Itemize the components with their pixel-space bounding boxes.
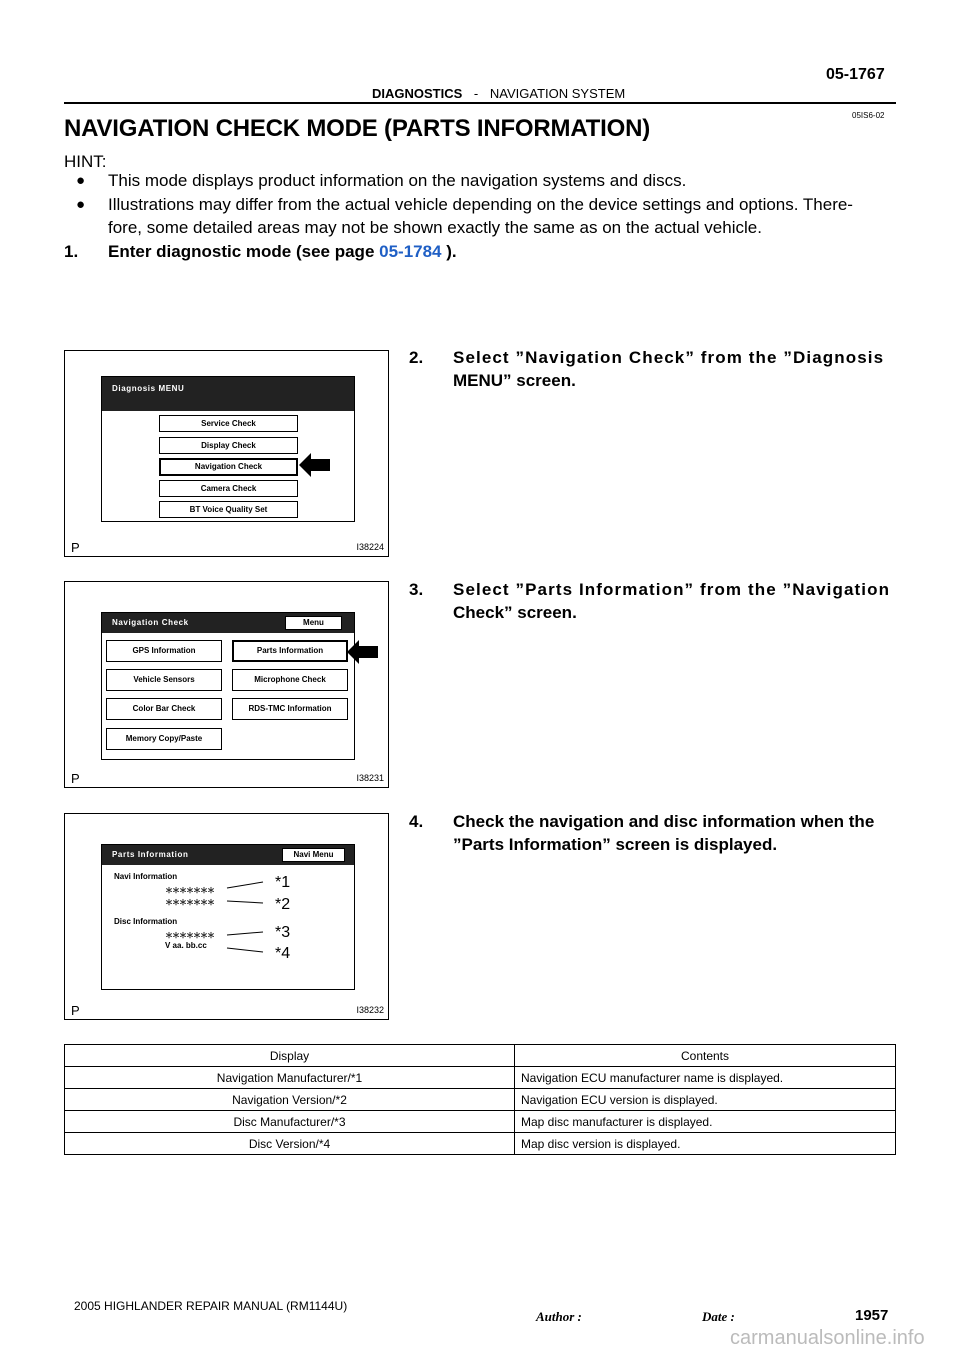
table-row (65, 1111, 896, 1133)
bullet-icon: ● (76, 172, 86, 189)
watermark: carmanualsonline.info (730, 1327, 925, 1349)
figure-p-mark: P (71, 540, 80, 555)
step-2-line1: Select ”Navigation Check” from the ”Diagnosis (453, 348, 885, 367)
disc-version-value: V aa. bb.cc (165, 941, 207, 950)
figure-parts-information (64, 813, 389, 1020)
rds-tmc-information-button[interactable]: RDS-TMC Information (232, 698, 348, 720)
table-cell-contents: Map disc version is displayed. (515, 1133, 896, 1155)
step-1 (64, 241, 457, 263)
hint-label: HINT: (64, 152, 107, 171)
step-2-num: 2. (409, 348, 424, 367)
step-2-line2: MENU” screen. (453, 371, 576, 390)
page-code: 05-1767 (826, 66, 885, 83)
table-cell-contents: Navigation ECU manufacturer name is displayed. (515, 1067, 896, 1089)
step-1-text-b: ). (441, 242, 457, 261)
table-row (65, 1089, 896, 1111)
section-separator: - (473, 86, 479, 101)
table-header-row (65, 1045, 896, 1067)
disc-information-label: Disc Information (114, 917, 178, 926)
screen-title: Diagnosis MENU (102, 377, 354, 411)
figure-navigation-check (64, 581, 389, 788)
figure-diagnosis-menu (64, 350, 389, 557)
bullet-icon: ● (76, 196, 86, 213)
table-cell-display: Navigation Manufacturer/*1 (65, 1067, 515, 1089)
callout-4: *4 (275, 945, 291, 962)
step-1-text (108, 241, 457, 263)
step-3-line1: Select ”Parts Information” from the ”Navigation (453, 580, 891, 599)
figure-p-mark: P (71, 1003, 80, 1018)
date-label: Date : (702, 1309, 735, 1324)
manual-title: 2005 HIGHLANDER REPAIR MANUAL (RM1144U) (74, 1299, 348, 1313)
step-3-num: 3. (409, 580, 424, 599)
subsection-name: NAVIGATION SYSTEM (489, 86, 626, 101)
header-rule (64, 102, 896, 104)
display-check-button[interactable]: Display Check (159, 437, 298, 454)
parts-information-button[interactable]: Parts Information (232, 640, 348, 662)
table-cell-contents: Map disc manufacturer is displayed. (515, 1111, 896, 1133)
menu-button[interactable]: Menu (285, 616, 342, 630)
table-cell-display: Disc Version/*4 (65, 1133, 515, 1155)
service-check-button[interactable]: Service Check (159, 415, 298, 432)
screen-title: Navigation Check (102, 613, 354, 633)
screen-diagnosis-menu (101, 376, 355, 522)
navi-menu-button[interactable]: Navi Menu (282, 848, 345, 862)
memory-copy-paste-button[interactable]: Memory Copy/Paste (106, 728, 222, 750)
callout-1: *1 (275, 874, 291, 891)
table-row (65, 1133, 896, 1155)
navi-version-value: ＊＊＊＊＊＊＊ (165, 898, 214, 907)
table-cell-display: Disc Manufacturer/*3 (65, 1111, 515, 1133)
callout-leader-lines (225, 874, 275, 964)
gps-information-button[interactable]: GPS Information (106, 640, 222, 662)
screen-title: Parts Information (102, 845, 354, 865)
step-1-num: 1. (64, 242, 79, 261)
table-row (65, 1067, 896, 1089)
callout-2: *2 (275, 896, 291, 913)
figure-id: I38231 (356, 773, 384, 783)
table-header-contents: Contents (515, 1045, 896, 1067)
table-cell-contents: Navigation ECU version is displayed. (515, 1089, 896, 1111)
parts-info-table (64, 1044, 896, 1155)
hint-bullet-1: This mode displays product information on the navigation systems and discs. (108, 171, 687, 190)
author-label: Author : (536, 1309, 582, 1324)
page-title: NAVIGATION CHECK MODE (PARTS INFORMATION) (64, 115, 650, 142)
callout-3: *3 (275, 924, 291, 941)
color-bar-check-button[interactable]: Color Bar Check (106, 698, 222, 720)
section-header (372, 86, 625, 101)
page-number: 1957 (855, 1307, 889, 1324)
step-1-text-a: Enter diagnostic mode (see page (108, 242, 380, 261)
table-header-display: Display (65, 1045, 515, 1067)
page-link[interactable]: 05-1784 (379, 242, 442, 261)
figure-id: I38224 (356, 542, 384, 552)
hint-bullet-2: Illustrations may differ from the actual vehicle depending on the device settings and options. There- (108, 195, 853, 214)
navigation-check-button[interactable]: Navigation Check (159, 458, 298, 476)
section-name: DIAGNOSTICS (372, 86, 463, 101)
camera-check-button[interactable]: Camera Check (159, 480, 298, 497)
navi-information-label: Navi Information (114, 872, 178, 881)
disc-manufacturer-value: ＊＊＊＊＊＊＊ (165, 931, 214, 940)
doc-code: 05IS6-02 (852, 111, 885, 120)
arrow-left-icon (347, 638, 379, 666)
table-cell-display: Navigation Version/*2 (65, 1089, 515, 1111)
step-4-line1: Check the navigation and disc information when the (453, 812, 875, 831)
figure-p-mark: P (71, 771, 80, 786)
navi-manufacturer-value: ＊＊＊＊＊＊＊ (165, 886, 214, 895)
step-4-num: 4. (409, 812, 424, 831)
step-4-line2: ”Parts Information” screen is displayed. (453, 835, 778, 854)
arrow-left-icon (299, 451, 331, 479)
microphone-check-button[interactable]: Microphone Check (232, 669, 348, 691)
hint-bullet-2-cont: fore, some detailed areas may not be shown exactly the same as on the actual vehicle. (108, 218, 762, 237)
vehicle-sensors-button[interactable]: Vehicle Sensors (106, 669, 222, 691)
figure-id: I38232 (356, 1005, 384, 1015)
screen-navigation-check (101, 612, 355, 760)
bt-voice-quality-button[interactable]: BT Voice Quality Set (159, 501, 298, 518)
step-3-line2: Check” screen. (453, 603, 577, 622)
